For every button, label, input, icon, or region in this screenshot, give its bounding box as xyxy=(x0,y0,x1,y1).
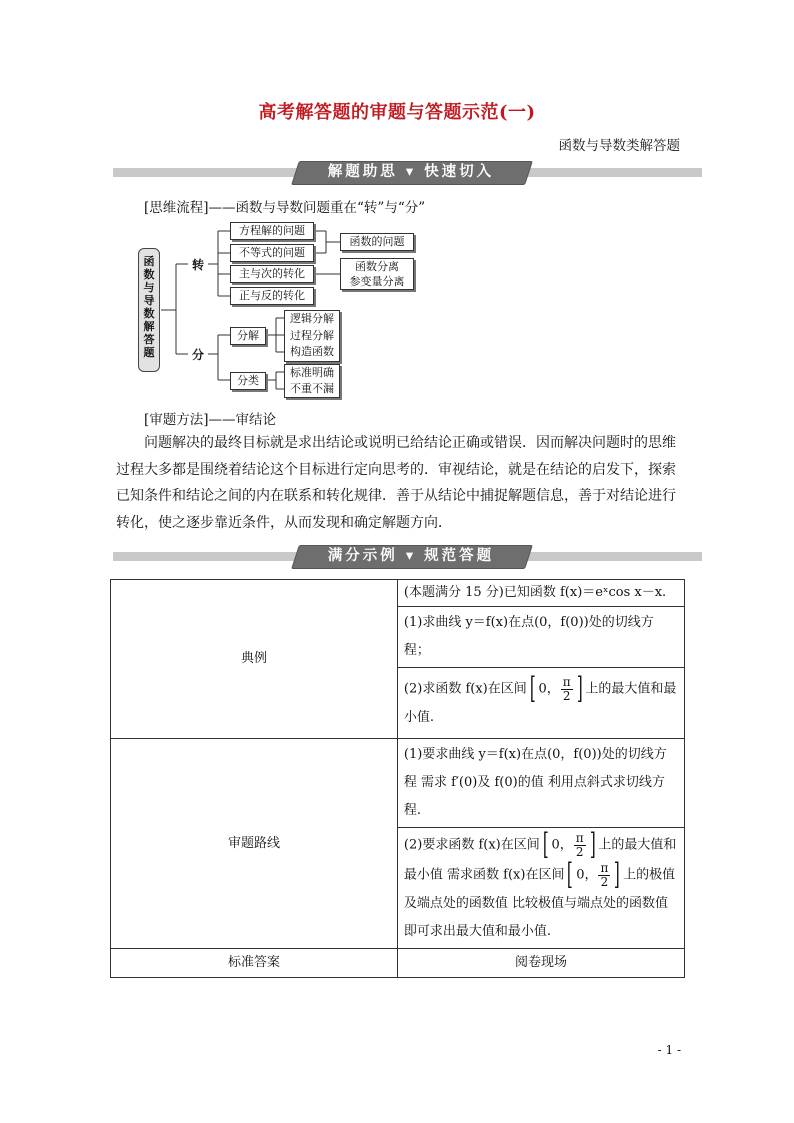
zhuan-label: 转 xyxy=(191,258,204,272)
mind-map-root: 函数与导数解答题 xyxy=(138,248,160,372)
section-banner-example xyxy=(113,545,702,567)
page-subtitle: 函数与导数类解答题 xyxy=(558,138,680,154)
page-title: 高考解答题的审题与答题示范(一) xyxy=(258,102,536,123)
mm-fenlei-item-2: 不重不漏 xyxy=(290,382,334,395)
mm-fenjie-item-2: 过程分解 xyxy=(290,328,334,342)
route-label: 审题路线 xyxy=(111,739,398,949)
mm-zhuan-item-4: 正与反的转化 xyxy=(230,287,314,305)
mm-fenlei-item-1: 标准明确 xyxy=(290,366,334,379)
mm-fenjie-item-3: 构造函数 xyxy=(290,345,334,358)
review-label: 阅卷现场 xyxy=(397,949,684,978)
example-q2: (2)求函数 f(x)在区间[ 0， $\frac{\pi}{2}$ ] 上的最大值和最小值. xyxy=(397,668,684,739)
page-number: - 1 - xyxy=(657,1043,681,1057)
answer-label: 标准答案 xyxy=(111,949,398,978)
mm-zhuan-item-1: 方程解的问题 xyxy=(230,222,314,240)
mm-fenjie-item-1: 逻辑分解 xyxy=(290,312,334,325)
mm-zhuan-item-2: 不等式的问题 xyxy=(230,244,314,262)
banner-text: 解题助思 ▾ 快速切入 xyxy=(327,164,495,180)
mm-fenjie-group xyxy=(284,310,340,362)
route-1: (1)要求曲线 y＝f(x)在点(0，f(0))处的切线方程 需求 f′(0)及 f(0)的值 利用点斜式求切线方程. xyxy=(397,739,684,828)
example-table xyxy=(110,579,685,978)
mm-fenjie: 分解 xyxy=(230,327,266,345)
mm-separation-box xyxy=(340,258,414,290)
mind-map-connectors xyxy=(0,0,794,420)
banner-text: 满分示例 ▾ 规范答题 xyxy=(327,548,495,564)
mm-zhuan-item-3: 主与次的转化 xyxy=(230,265,314,283)
example-label: 典例 xyxy=(111,580,398,739)
method-paragraph: 问题解决的最终目标就是求出结论或说明已给结论正确或错误．因而解决问题时的思维过程大多都是围绕着结论这个目标进行定向思考的．审视结论，就是在结论的启发下，探索已知条件和结论之间的内在联系和转化规律．善于从结论中捕捉解题信息，善于对结论进行转化，使之逐步靠近条件，从而发现和确定解题方向． xyxy=(116,435,676,531)
method-heading: [审题方法]——审结论 xyxy=(144,412,277,428)
mm-func-problem: 函数的问题 xyxy=(340,233,414,251)
mm-fenlei-group xyxy=(284,364,340,398)
example-q1: (1)求曲线 y＝f(x)在点(0，f(0))处的切线方程； xyxy=(397,607,684,668)
fen-label: 分 xyxy=(191,348,204,362)
mm-param-separate: 参变量分离 xyxy=(349,275,405,288)
example-intro: (本题满分 15 分)已知函数 f(x)＝eˣcos x－x. xyxy=(397,580,684,607)
thinking-heading: [思维流程]——函数与导数问题重在“转”与“分” xyxy=(144,200,426,216)
route-2: (2)要求函数 f(x)在区间[ 0， $\frac{\pi}{2}$ ] 上的最大值和最小值 需求函数 f(x)在区间[ 0， $\frac{\pi}{2}$ ] 上的极值及端点处的函数值 比较极值与端点处的函数值即可求出最大值和最小值. xyxy=(397,828,684,949)
mm-fenlei: 分类 xyxy=(230,372,266,390)
mm-func-separate: 函数分离 xyxy=(355,260,399,273)
